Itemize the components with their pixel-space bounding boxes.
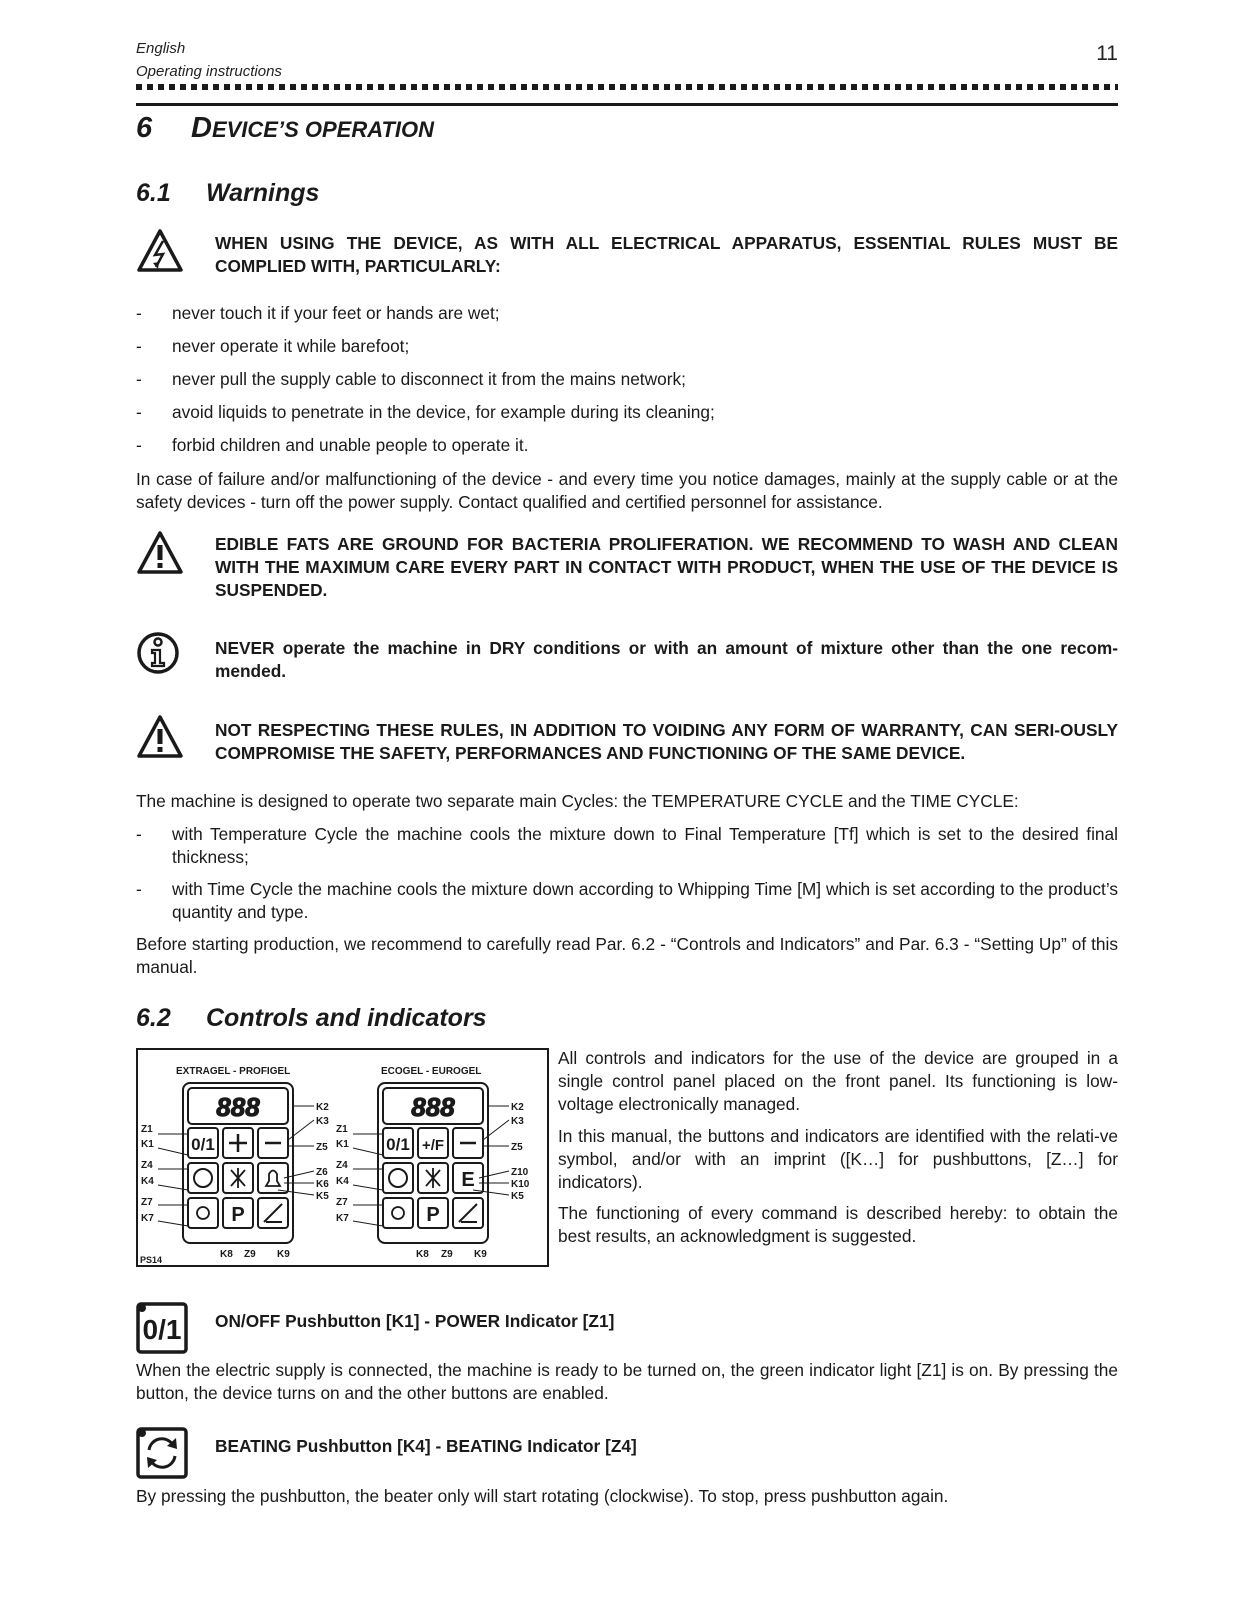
on-off-title: ON/OFF Pushbutton [K1] - POWER Indicator [Z1] <box>215 1311 615 1331</box>
section-6-2-heading <box>136 1004 487 1033</box>
control-panel-figure <box>136 1048 549 1267</box>
section-6-heading <box>136 112 434 145</box>
panel-label: Z9 <box>441 1249 453 1260</box>
panel-label: K3 <box>511 1116 524 1127</box>
section-6-1-number: 6.1 <box>136 179 171 207</box>
cycles-intro: The machine is designed to operate two separate main Cycles: the TEMPERATURE CYCLE and the TIME CYCLE: <box>136 791 1019 811</box>
panel-right <box>378 1083 488 1243</box>
list-item: - with Temperature Cycle the machine cools the mixture down to Final Temperature [Tf] which is set to the desired final thickness; <box>136 824 1118 867</box>
figure-code: PS14 <box>140 1255 163 1265</box>
panel-label: Z7 <box>141 1197 153 1208</box>
mixer-button-icon <box>188 1198 218 1228</box>
section-6-1-title: Warnings <box>206 179 320 207</box>
panel-right-title: ECOGEL - EUROGEL <box>381 1066 482 1077</box>
page-number: 11 <box>1096 42 1118 65</box>
beating-rotate-icon <box>136 1427 188 1479</box>
panel-label: Z10 <box>511 1167 529 1178</box>
controls-paragraph-2: In this manual, the buttons and indicators are identified with the relati-ve symbol, and/or with an imprint ([K…] for pushbuttons, [Z…] for indicators). <box>558 1126 1118 1192</box>
svg-text:0/1: 0/1 <box>142 1314 182 1345</box>
svg-text:0/1: 0/1 <box>191 1135 215 1154</box>
panel-label: K6 <box>316 1179 329 1190</box>
panel-left <box>183 1083 293 1243</box>
dotted-divider <box>136 84 1118 90</box>
panel-label: Z1 <box>141 1124 153 1135</box>
svg-text:P: P <box>231 1204 245 1226</box>
panel-label: K7 <box>336 1213 349 1224</box>
panel-display: 888 <box>411 1092 455 1122</box>
panel-label: K2 <box>511 1102 524 1113</box>
beating-button-icon <box>188 1163 218 1193</box>
panel-label: K4 <box>336 1176 349 1187</box>
panel-label: K5 <box>316 1191 329 1202</box>
panel-label: K1 <box>141 1139 154 1150</box>
list-item: - with Time Cycle the machine cools the mixture down according to Whipping Time [M] which is set according to the product’s quantity and type. <box>136 879 1118 922</box>
control-panel-diagram <box>138 1050 547 1265</box>
beating-description: By pressing the pushbutton, the beater only will start rotating (clockwise). To stop, press pushbutton again. <box>136 1486 949 1506</box>
failure-paragraph: In case of failure and/or malfunctioning of the device - and every time you notice damages, mainly at the supply cable or at the safety devices - turn off the power supply. Contact qualified and certified personnel for assistance. <box>136 469 1118 512</box>
exclamation-warning-icon <box>136 714 184 760</box>
bell-button-icon <box>258 1163 288 1193</box>
section-6-title-rest: EVICE’S OPERATION <box>211 117 435 142</box>
recommend-paragraph: Before starting production, we recommend to carefully read Par. 6.2 - “Controls and Indicators” and Par. 6.3 - “Setting Up” of this manual. <box>136 934 1118 977</box>
section-6-1-heading <box>136 179 319 208</box>
section-6-number: 6 <box>136 112 153 144</box>
panel-label: K2 <box>316 1102 329 1113</box>
header-rule <box>136 103 1118 106</box>
svg-text:0/1: 0/1 <box>386 1135 410 1154</box>
svg-text:E: E <box>461 1169 475 1191</box>
header-language: English <box>136 40 186 57</box>
panel-label: Z5 <box>511 1142 523 1153</box>
section-6-title-first: D <box>191 112 212 144</box>
section-6-2-title: Controls and indicators <box>206 1004 487 1032</box>
beating-title: BEATING Pushbutton [K4] - BEATING Indicator [Z4] <box>215 1436 637 1456</box>
warning-electrical: WHEN USING THE DEVICE, AS WITH ALL ELECTRICAL APPARATUS, ESSENTIAL RULES MUST BE COMPLIED WITH, PARTICULARLY: <box>215 233 1118 276</box>
panel-label: K9 <box>474 1249 487 1260</box>
panel-label: K7 <box>141 1213 154 1224</box>
svg-text:+/F: +/F <box>421 1137 445 1154</box>
panel-label: Z4 <box>141 1160 153 1171</box>
panel-label: K4 <box>141 1176 154 1187</box>
info-icon <box>136 630 184 676</box>
panel-label: K3 <box>316 1116 329 1127</box>
panel-label: Z5 <box>316 1142 328 1153</box>
svg-text:P: P <box>426 1204 440 1226</box>
panel-label: Z9 <box>244 1249 256 1260</box>
high-voltage-warning-icon <box>136 228 184 274</box>
warning-warranty: NOT RESPECTING THESE RULES, IN ADDITION TO VOIDING ANY FORM OF WARRANTY, CAN SERI-OUSLY COMPROMISE THE SAFETY, PERFORMANCES AND FUNCTIONING OF THE SAME DEVICE. <box>215 720 1118 763</box>
panel-label: Z6 <box>316 1167 328 1178</box>
panel-label: K8 <box>416 1249 429 1260</box>
section-6-2-number: 6.2 <box>136 1004 171 1032</box>
panel-label: Z4 <box>336 1160 348 1171</box>
panel-label: K9 <box>277 1249 290 1260</box>
panel-display: 888 <box>216 1092 260 1122</box>
panel-label: Z7 <box>336 1197 348 1208</box>
controls-paragraph-3: The functioning of every command is described hereby: to obtain the best results, an acknowledgment is suggested. <box>558 1203 1118 1246</box>
on-off-icon <box>136 1302 188 1354</box>
info-dry-conditions: NEVER operate the machine in DRY conditions or with an amount of mixture other than the one recom-mended. <box>215 638 1118 681</box>
header-doc-type: Operating instructions <box>136 63 282 80</box>
panel-label: K8 <box>220 1249 233 1260</box>
controls-paragraph-1: All controls and indicators for the use of the device are grouped in a single control panel placed on the front panel. Its functioning is low-voltage electronically managed. <box>558 1048 1118 1114</box>
panel-label: Z1 <box>336 1124 348 1135</box>
panel-label: K1 <box>336 1139 349 1150</box>
warning-bacteria: EDIBLE FATS ARE GROUND FOR BACTERIA PROLIFERATION. WE RECOMMEND TO WASH AND CLEAN WITH THE MAXIMUM CARE EVERY PART IN CONTACT WITH PRODUCT, WHEN THE USE OF THE DEVICE IS SUSPENDED. <box>215 534 1118 600</box>
panel-label: K10 <box>511 1179 530 1190</box>
exclamation-warning-icon <box>136 530 184 576</box>
panel-label: K5 <box>511 1191 524 1202</box>
panel-left-title: EXTRAGEL - PROFIGEL <box>176 1066 291 1077</box>
on-off-description: When the electric supply is connected, the machine is ready to be turned on, the green indicator light [Z1] is on. By pressing the button, the device turns on and the other buttons are enabled. <box>136 1360 1118 1403</box>
